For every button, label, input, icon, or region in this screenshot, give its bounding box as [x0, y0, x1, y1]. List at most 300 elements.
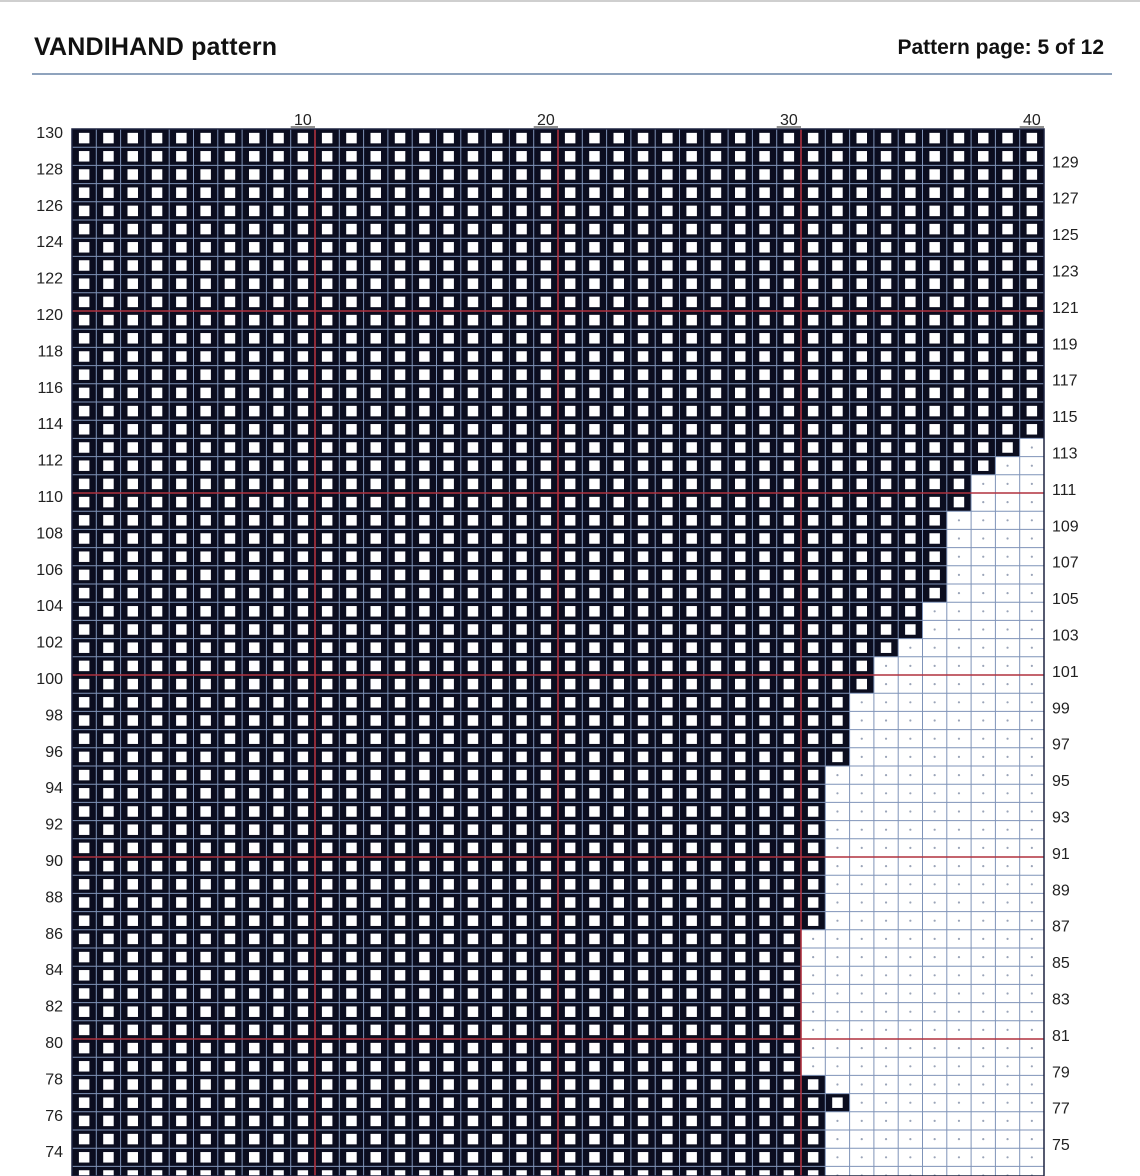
stitch-symbol-square [1002, 333, 1013, 344]
stitch-symbol-square [711, 915, 722, 926]
stitch-symbol-square [614, 1170, 625, 1176]
stitch-symbol-dot [909, 683, 911, 685]
stitch-symbol-square [516, 351, 527, 362]
stitch-symbol-square [541, 770, 552, 781]
stitch-symbol-square [152, 479, 163, 490]
stitch-symbol-square [249, 606, 260, 617]
stitch-symbol-square [759, 934, 770, 945]
stitch-symbol-square [79, 1170, 90, 1176]
stitch-symbol-square [200, 333, 211, 344]
stitch-symbol-square [419, 187, 430, 198]
stitch-symbol-square [468, 697, 479, 708]
stitch-symbol-square [565, 952, 576, 963]
stitch-symbol-square [371, 1025, 382, 1036]
stitch-symbol-square [614, 861, 625, 872]
stitch-symbol-square [711, 133, 722, 144]
stitch-symbol-square [249, 770, 260, 781]
stitch-symbol-dot [861, 938, 863, 940]
stitch-symbol-square [784, 224, 795, 235]
stitch-symbol-dot [812, 992, 814, 994]
stitch-symbol-square [614, 879, 625, 890]
stitch-symbol-dot [1006, 465, 1008, 467]
stitch-symbol-square [784, 770, 795, 781]
stitch-symbol-square [638, 1043, 649, 1054]
stitch-symbol-square [541, 424, 552, 435]
row-label-right: 81 [1052, 1027, 1070, 1045]
stitch-symbol-square [614, 934, 625, 945]
stitch-symbol-square [443, 1097, 454, 1108]
stitch-symbol-square [103, 515, 114, 526]
stitch-symbol-square [79, 551, 90, 562]
stitch-symbol-square [273, 169, 284, 180]
stitch-symbol-square [516, 406, 527, 417]
stitch-symbol-dot [1006, 847, 1008, 849]
stitch-symbol-square [784, 843, 795, 854]
stitch-symbol-square [128, 1079, 139, 1090]
stitch-symbol-square [371, 260, 382, 271]
stitch-symbol-square [443, 1043, 454, 1054]
stitch-symbol-square [346, 424, 357, 435]
row-label-left: 88 [45, 889, 63, 907]
stitch-symbol-square [662, 588, 673, 599]
stitch-symbol-square [832, 424, 843, 435]
stitch-symbol-square [128, 497, 139, 508]
stitch-symbol-square [152, 533, 163, 544]
stitch-symbol-square [516, 770, 527, 781]
stitch-symbol-square [516, 697, 527, 708]
stitch-symbol-square [298, 788, 309, 799]
stitch-symbol-dot [885, 1029, 887, 1031]
stitch-symbol-square [322, 752, 333, 763]
stitch-symbol-square [808, 424, 819, 435]
stitch-symbol-square [443, 242, 454, 253]
stitch-symbol-square [128, 187, 139, 198]
stitch-symbol-square [322, 297, 333, 308]
stitch-symbol-square [176, 133, 187, 144]
stitch-symbol-square [565, 224, 576, 235]
stitch-symbol-square [711, 988, 722, 999]
stitch-symbol-square [978, 260, 989, 271]
stitch-symbol-square [346, 151, 357, 162]
stitch-symbol-square [200, 843, 211, 854]
stitch-symbol-square [589, 297, 600, 308]
stitch-symbol-square [419, 169, 430, 180]
stitch-symbol-square [735, 624, 746, 635]
stitch-symbol-square [638, 1116, 649, 1127]
stitch-symbol-square [614, 733, 625, 744]
stitch-symbol-square [541, 788, 552, 799]
stitch-symbol-square [395, 206, 406, 217]
stitch-symbol-square [395, 1170, 406, 1176]
stitch-symbol-square [905, 297, 916, 308]
stitch-symbol-square [954, 315, 965, 326]
stitch-symbol-square [565, 1152, 576, 1163]
stitch-symbol-square [225, 169, 236, 180]
stitch-symbol-square [735, 642, 746, 653]
stitch-symbol-square [176, 1134, 187, 1145]
stitch-symbol-square [541, 752, 552, 763]
stitch-symbol-square [419, 1134, 430, 1145]
stitch-symbol-square [638, 242, 649, 253]
stitch-symbol-square [249, 788, 260, 799]
stitch-symbol-square [541, 297, 552, 308]
stitch-symbol-square [371, 1170, 382, 1176]
stitch-symbol-square [200, 915, 211, 926]
stitch-symbol-square [905, 406, 916, 417]
stitch-symbol-square [735, 515, 746, 526]
stitch-symbol-square [614, 697, 625, 708]
row-label-left: 74 [45, 1144, 63, 1162]
stitch-symbol-square [929, 242, 940, 253]
stitch-symbol-dot [982, 592, 984, 594]
stitch-symbol-square [638, 679, 649, 690]
stitch-symbol-square [152, 952, 163, 963]
stitch-symbol-square [225, 679, 236, 690]
stitch-symbol-dot [909, 1083, 911, 1085]
stitch-symbol-square [686, 1116, 697, 1127]
stitch-symbol-dot [1031, 665, 1033, 667]
stitch-symbol-dot [1031, 610, 1033, 612]
stitch-symbol-square [128, 642, 139, 653]
stitch-symbol-square [443, 752, 454, 763]
stitch-symbol-square [249, 497, 260, 508]
stitch-symbol-square [419, 260, 430, 271]
stitch-symbol-square [711, 770, 722, 781]
stitch-symbol-dot [934, 1102, 936, 1104]
stitch-symbol-square [759, 806, 770, 817]
stitch-symbol-square [711, 388, 722, 399]
stitch-symbol-square [79, 406, 90, 417]
stitch-symbol-square [638, 824, 649, 835]
stitch-symbol-square [929, 297, 940, 308]
stitch-symbol-square [79, 497, 90, 508]
stitch-symbol-dot [934, 738, 936, 740]
stitch-symbol-square [832, 133, 843, 144]
stitch-symbol-square [881, 351, 892, 362]
stitch-symbol-square [589, 806, 600, 817]
stitch-symbol-dot [934, 628, 936, 630]
stitch-symbol-square [662, 642, 673, 653]
stitch-symbol-square [443, 988, 454, 999]
stitch-symbol-square [565, 1079, 576, 1090]
stitch-symbol-dot [1031, 974, 1033, 976]
stitch-symbol-square [395, 533, 406, 544]
stitch-symbol-square [614, 1097, 625, 1108]
stitch-symbol-square [929, 187, 940, 198]
stitch-symbol-dot [1006, 810, 1008, 812]
row-label-right: 79 [1052, 1064, 1070, 1082]
stitch-symbol-square [152, 333, 163, 344]
stitch-symbol-square [711, 187, 722, 198]
stitch-symbol-dot [836, 1138, 838, 1140]
row-label-right: 123 [1052, 263, 1079, 281]
stitch-symbol-square [735, 1006, 746, 1017]
stitch-symbol-dot [885, 1156, 887, 1158]
stitch-symbol-square [298, 988, 309, 999]
stitch-symbol-square [152, 624, 163, 635]
stitch-symbol-square [784, 1006, 795, 1017]
stitch-symbol-square [686, 915, 697, 926]
stitch-symbol-square [249, 187, 260, 198]
stitch-symbol-square [128, 934, 139, 945]
stitch-symbol-square [298, 206, 309, 217]
stitch-symbol-square [1027, 206, 1038, 217]
stitch-symbol-square [881, 533, 892, 544]
stitch-symbol-square [176, 315, 187, 326]
stitch-symbol-square [200, 515, 211, 526]
stitch-symbol-square [371, 679, 382, 690]
stitch-symbol-square [832, 715, 843, 726]
stitch-symbol-square [978, 169, 989, 180]
stitch-symbol-square [1027, 260, 1038, 271]
stitch-symbol-square [419, 1116, 430, 1127]
stitch-symbol-square [79, 915, 90, 926]
stitch-symbol-square [541, 1043, 552, 1054]
stitch-symbol-dot [982, 865, 984, 867]
stitch-symbol-dot [861, 901, 863, 903]
stitch-symbol-square [176, 169, 187, 180]
stitch-symbol-square [759, 278, 770, 289]
stitch-symbol-square [395, 424, 406, 435]
stitch-symbol-square [784, 915, 795, 926]
row-label-left: 124 [36, 234, 63, 252]
stitch-symbol-square [200, 606, 211, 617]
stitch-symbol-dot [934, 974, 936, 976]
stitch-symbol-square [443, 278, 454, 289]
stitch-symbol-square [565, 661, 576, 672]
stitch-symbol-square [176, 224, 187, 235]
stitch-symbol-dot [982, 920, 984, 922]
stitch-symbol-square [298, 369, 309, 380]
stitch-symbol-square [978, 442, 989, 453]
stitch-symbol-square [516, 1116, 527, 1127]
stitch-symbol-square [905, 260, 916, 271]
stitch-symbol-square [346, 133, 357, 144]
stitch-symbol-square [152, 260, 163, 271]
stitch-symbol-square [905, 606, 916, 617]
stitch-symbol-square [614, 624, 625, 635]
stitch-symbol-square [759, 661, 770, 672]
stitch-symbol-dot [958, 556, 960, 558]
stitch-symbol-square [857, 242, 868, 253]
stitch-symbol-square [662, 970, 673, 981]
stitch-symbol-square [419, 861, 430, 872]
stitch-symbol-square [516, 442, 527, 453]
stitch-symbol-square [735, 1134, 746, 1145]
stitch-symbol-square [541, 642, 552, 653]
stitch-symbol-square [128, 570, 139, 581]
stitch-symbol-square [103, 351, 114, 362]
stitch-symbol-square [978, 151, 989, 162]
stitch-symbol-square [200, 879, 211, 890]
stitch-symbol-square [371, 278, 382, 289]
stitch-symbol-square [225, 406, 236, 417]
stitch-symbol-square [565, 824, 576, 835]
stitch-symbol-square [662, 1043, 673, 1054]
stitch-symbol-square [395, 679, 406, 690]
stitch-symbol-square [103, 1061, 114, 1072]
stitch-symbol-square [881, 224, 892, 235]
stitch-symbol-dot [861, 756, 863, 758]
stitch-symbol-dot [934, 883, 936, 885]
stitch-symbol-dot [885, 1011, 887, 1013]
stitch-symbol-square [638, 1152, 649, 1163]
stitch-symbol-square [808, 224, 819, 235]
stitch-symbol-square [905, 333, 916, 344]
stitch-symbol-square [443, 388, 454, 399]
stitch-symbol-dot [1031, 1138, 1033, 1140]
stitch-symbol-square [395, 588, 406, 599]
stitch-symbol-square [565, 333, 576, 344]
stitch-symbol-square [784, 260, 795, 271]
stitch-symbol-square [322, 606, 333, 617]
stitch-symbol-square [735, 770, 746, 781]
stitch-symbol-square [735, 1079, 746, 1090]
stitch-symbol-square [103, 642, 114, 653]
stitch-symbol-square [759, 970, 770, 981]
stitch-symbol-dot [934, 920, 936, 922]
stitch-symbol-square [273, 988, 284, 999]
stitch-symbol-square [492, 1061, 503, 1072]
stitch-symbol-square [1002, 206, 1013, 217]
stitch-symbol-square [249, 551, 260, 562]
stitch-symbol-square [371, 369, 382, 380]
stitch-symbol-dot [1006, 1102, 1008, 1104]
stitch-symbol-square [443, 133, 454, 144]
stitch-symbol-square [371, 479, 382, 490]
stitch-symbol-square [322, 1134, 333, 1145]
stitch-symbol-dot [1006, 647, 1008, 649]
stitch-symbol-square [298, 497, 309, 508]
stitch-symbol-square [589, 442, 600, 453]
stitch-symbol-square [298, 351, 309, 362]
stitch-symbol-square [784, 151, 795, 162]
stitch-symbol-square [322, 770, 333, 781]
stitch-symbol-square [79, 1134, 90, 1145]
row-label-right: 115 [1052, 409, 1078, 427]
row-label-left: 98 [45, 707, 63, 725]
stitch-symbol-square [273, 460, 284, 471]
stitch-symbol-square [638, 278, 649, 289]
stitch-symbol-square [565, 697, 576, 708]
stitch-symbol-square [541, 915, 552, 926]
stitch-symbol-square [298, 533, 309, 544]
stitch-symbol-square [614, 570, 625, 581]
stitch-symbol-square [103, 206, 114, 217]
stitch-symbol-dot [885, 701, 887, 703]
stitch-symbol-square [516, 333, 527, 344]
stitch-symbol-dot [934, 1120, 936, 1122]
stitch-symbol-square [419, 1152, 430, 1163]
stitch-symbol-square [249, 679, 260, 690]
stitch-symbol-square [128, 952, 139, 963]
stitch-symbol-square [225, 333, 236, 344]
stitch-symbol-square [808, 733, 819, 744]
stitch-symbol-square [589, 1043, 600, 1054]
stitch-symbol-square [152, 369, 163, 380]
stitch-symbol-square [103, 861, 114, 872]
stitch-symbol-square [735, 315, 746, 326]
stitch-symbol-square [443, 460, 454, 471]
stitch-symbol-square [541, 1116, 552, 1127]
stitch-symbol-square [808, 806, 819, 817]
stitch-symbol-square [735, 388, 746, 399]
stitch-symbol-square [322, 1043, 333, 1054]
stitch-symbol-square [395, 442, 406, 453]
stitch-symbol-square [225, 424, 236, 435]
stitch-symbol-square [443, 169, 454, 180]
stitch-symbol-dot [934, 683, 936, 685]
stitch-symbol-square [298, 952, 309, 963]
row-label-left: 92 [45, 816, 63, 834]
stitch-symbol-square [978, 206, 989, 217]
stitch-symbol-square [128, 351, 139, 362]
stitch-symbol-square [225, 1061, 236, 1072]
stitch-symbol-square [346, 843, 357, 854]
stitch-symbol-square [371, 806, 382, 817]
stitch-symbol-square [200, 1170, 211, 1176]
stitch-symbol-square [273, 260, 284, 271]
stitch-symbol-square [686, 843, 697, 854]
stitch-symbol-square [808, 861, 819, 872]
stitch-symbol-dot [885, 956, 887, 958]
stitch-symbol-square [346, 715, 357, 726]
stitch-symbol-square [468, 151, 479, 162]
stitch-symbol-square [541, 952, 552, 963]
stitch-symbol-square [516, 788, 527, 799]
stitch-symbol-square [103, 606, 114, 617]
stitch-symbol-square [468, 1116, 479, 1127]
stitch-symbol-square [711, 806, 722, 817]
stitch-symbol-dot [836, 1047, 838, 1049]
stitch-symbol-dot [885, 1120, 887, 1122]
stitch-symbol-square [832, 497, 843, 508]
stitch-symbol-dot [958, 1047, 960, 1049]
stitch-symbol-dot [1006, 792, 1008, 794]
stitch-symbol-square [371, 1079, 382, 1090]
stitch-symbol-square [541, 879, 552, 890]
stitch-symbol-square [881, 242, 892, 253]
stitch-symbol-square [905, 442, 916, 453]
stitch-symbol-square [298, 297, 309, 308]
stitch-symbol-square [419, 351, 430, 362]
stitch-symbol-square [735, 970, 746, 981]
stitch-symbol-square [176, 588, 187, 599]
stitch-symbol-square [273, 351, 284, 362]
stitch-symbol-square [662, 169, 673, 180]
stitch-symbol-square [79, 1152, 90, 1163]
stitch-symbol-square [832, 624, 843, 635]
row-label-right: 85 [1052, 955, 1070, 973]
stitch-symbol-square [638, 624, 649, 635]
stitch-symbol-square [371, 824, 382, 835]
stitch-symbol-square [638, 351, 649, 362]
stitch-symbol-square [128, 1025, 139, 1036]
stitch-symbol-square [395, 733, 406, 744]
stitch-symbol-square [371, 224, 382, 235]
stitch-symbol-square [322, 497, 333, 508]
stitch-symbol-square [784, 479, 795, 490]
stitch-symbol-square [298, 479, 309, 490]
stitch-symbol-dot [982, 938, 984, 940]
stitch-symbol-square [103, 952, 114, 963]
stitch-symbol-square [371, 169, 382, 180]
stitch-symbol-square [395, 970, 406, 981]
stitch-symbol-square [128, 133, 139, 144]
stitch-symbol-square [249, 588, 260, 599]
stitch-symbol-square [541, 1061, 552, 1072]
stitch-symbol-square [662, 897, 673, 908]
